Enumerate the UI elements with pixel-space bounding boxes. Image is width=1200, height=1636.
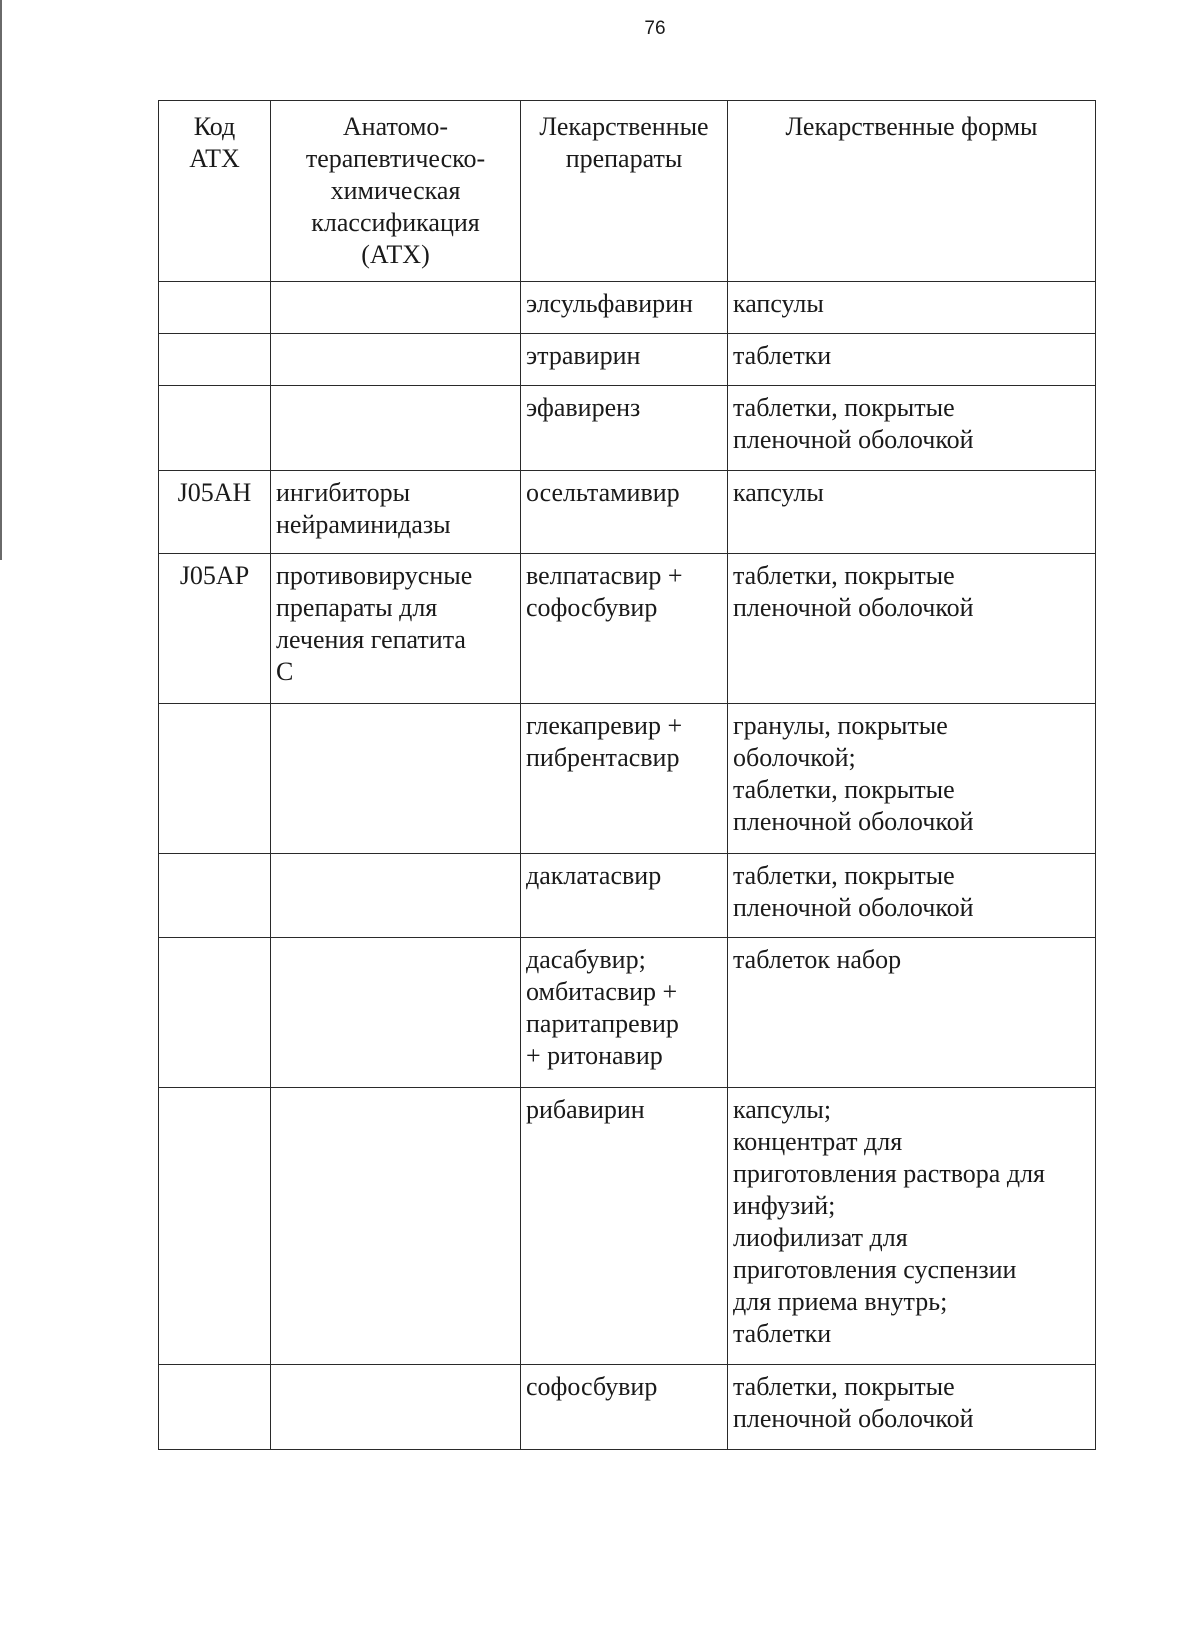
cell-form: таблетки [728, 334, 1096, 386]
table-row [159, 282, 1096, 334]
table-row [159, 854, 1096, 938]
cell-drug: даклатасвир [521, 854, 728, 938]
header-forms: Лекарственные формы [728, 101, 1096, 282]
cell-classification [271, 334, 521, 386]
table-row [159, 334, 1096, 386]
cell-classification [271, 854, 521, 938]
table-row [159, 704, 1096, 854]
cell-form: капсулы [728, 282, 1096, 334]
cell-drug: дасабувир; омбитасвир + паритапревир + ритонавир [521, 938, 728, 1088]
table-row [159, 938, 1096, 1088]
cell-drug: этравирин [521, 334, 728, 386]
cell-classification [271, 1088, 521, 1365]
cell-code [159, 938, 271, 1088]
header-classification: Анатомо- терапевтическо- химическая классификация (АТХ) [271, 101, 521, 282]
cell-code [159, 854, 271, 938]
cell-classification: ингибиторы нейраминидазы [271, 471, 521, 554]
page-edge-line [0, 0, 2, 560]
cell-drug: софосбувир [521, 1365, 728, 1450]
table-row [159, 554, 1096, 704]
cell-form: таблетки, покрытые пленочной оболочкой [728, 554, 1096, 704]
cell-form: таблетки, покрытые пленочной оболочкой [728, 854, 1096, 938]
cell-drug: глекапревир + пибрентасвир [521, 704, 728, 854]
cell-code: J05AH [159, 471, 271, 554]
cell-classification [271, 1365, 521, 1450]
cell-code [159, 1365, 271, 1450]
cell-classification: противовирусные препараты для лечения гепатита C [271, 554, 521, 704]
header-drugs: Лекарственные препараты [521, 101, 728, 282]
cell-classification [271, 704, 521, 854]
table-row [159, 1088, 1096, 1365]
header-code: Код ATX [159, 101, 271, 282]
cell-code [159, 1088, 271, 1365]
cell-classification [271, 386, 521, 471]
cell-drug: осельтамивир [521, 471, 728, 554]
cell-form: таблеток набор [728, 938, 1096, 1088]
table-row [159, 471, 1096, 554]
table-row [159, 1365, 1096, 1450]
cell-code [159, 334, 271, 386]
page-number: 76 [644, 18, 666, 39]
cell-form: таблетки, покрытые пленочной оболочкой [728, 386, 1096, 471]
cell-form: таблетки, покрытые пленочной оболочкой [728, 1365, 1096, 1450]
cell-classification [271, 938, 521, 1088]
cell-drug: элсульфавирин [521, 282, 728, 334]
cell-form: капсулы [728, 471, 1096, 554]
cell-form: гранулы, покрытые оболочкой; таблетки, покрытые пленочной оболочкой [728, 704, 1096, 854]
table-body [159, 282, 1096, 1450]
table-header [159, 101, 1096, 282]
cell-drug: эфавиренз [521, 386, 728, 471]
cell-drug: рибавирин [521, 1088, 728, 1365]
cell-drug: велпатасвир + софосбувир [521, 554, 728, 704]
cell-code [159, 282, 271, 334]
cell-code: J05AP [159, 554, 271, 704]
cell-form: капсулы; концентрат для приготовления раствора для инфузий; лиофилизат для приготовления суспензии для приема внутрь; таблетки [728, 1088, 1096, 1365]
cell-code [159, 704, 271, 854]
cell-classification [271, 282, 521, 334]
header-row [159, 101, 1096, 282]
drug-table [158, 100, 1096, 1450]
cell-code [159, 386, 271, 471]
table-row [159, 386, 1096, 471]
